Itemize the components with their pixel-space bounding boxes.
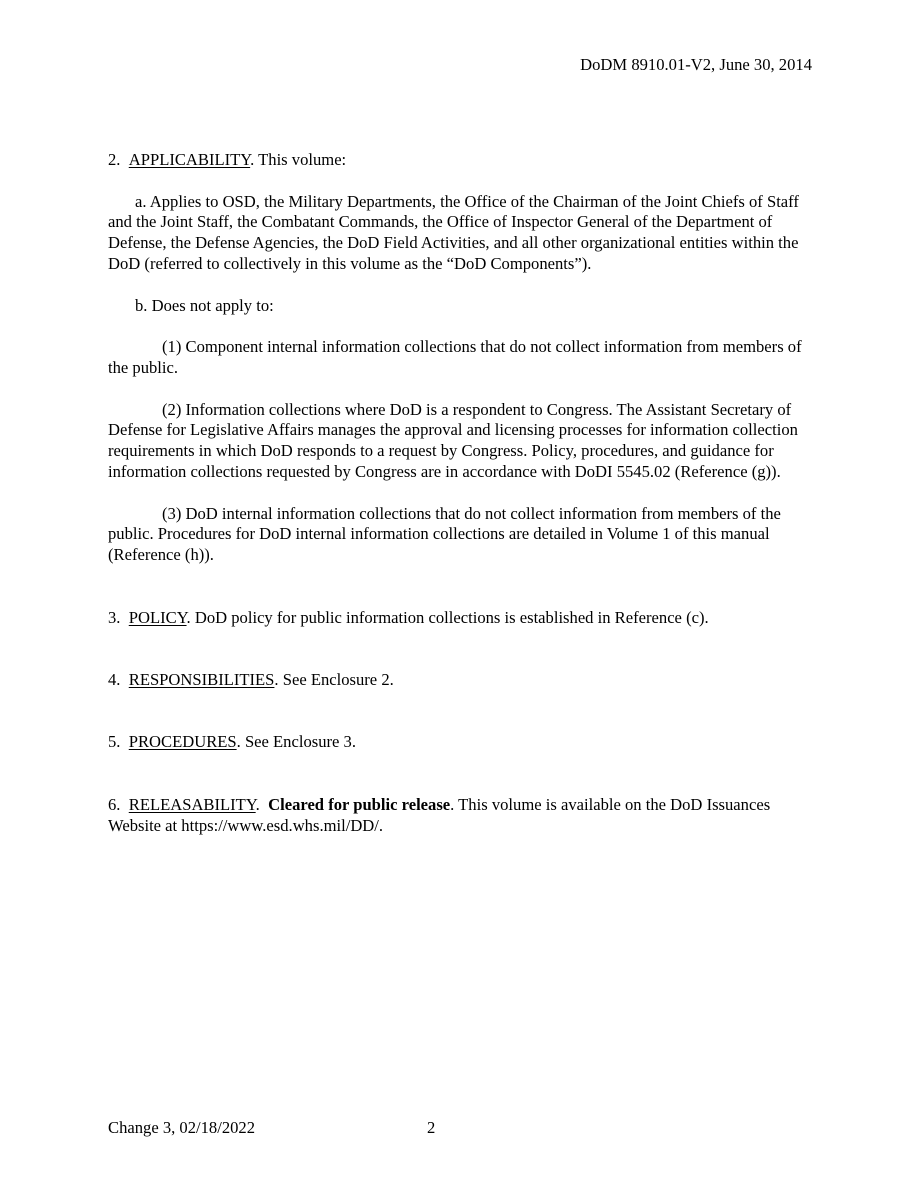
paragraph-2b: b. Does not apply to:	[135, 295, 274, 315]
section-separator: .	[255, 794, 269, 814]
section-policy	[108, 608, 813, 629]
paragraph-2b3: (3) DoD internal information collections that do not collect information from members of the public. Procedures for DoD internal information collections are detailed in Volume 1 of this manual (Reference (h)).	[108, 503, 781, 565]
section-number: 2.	[108, 150, 121, 169]
section-heading: RELEASABILITY	[128, 794, 256, 814]
section-heading: POLICY	[128, 607, 187, 627]
section-heading: RESPONSIBILITIES	[128, 669, 275, 689]
document-body	[108, 150, 813, 836]
section-responsibilities	[108, 670, 813, 691]
section-heading: PROCEDURES	[128, 732, 237, 752]
page-number: 2	[427, 1118, 436, 1137]
section-text: . This volume is available on the DoD Issuances Website at https://www.esd.whs.mil/DD/.	[108, 794, 771, 835]
section-text: . DoD policy for public information collections is established in Reference (c).	[186, 607, 709, 627]
paragraph-2a: a. Applies to OSD, the Military Departments, the Office of the Chairman of the Joint Chiefs of Staff and the Joint Staff, the Combatant Commands, the Office of Inspector General of the Department of Defense, the Defense Agencies, the DoD Field Activities, and all other organizational entities within the DoD (referred to collectively in this volume as the “DoD Components”).	[108, 191, 799, 273]
release-status: Cleared for public release	[268, 794, 451, 814]
section-heading-tail: . This volume:	[250, 150, 347, 169]
section-text: . See Enclosure 3.	[236, 732, 356, 752]
document-header: DoDM 8910.01-V2, June 30, 2014	[580, 55, 812, 74]
section-number: 6.	[108, 794, 121, 814]
paragraph-2b2: (2) Information collections where DoD is a respondent to Congress. The Assistant Secretary of Defense for Legislative Affairs manages the approval and licensing processes for information collection requirements in which DoD responds to a request by Congress. Policy, procedures, and guidance for information collections requested by Congress are in accordance with DoDI 5545.02 (Reference (g)).	[108, 399, 798, 481]
section-number: 4.	[108, 669, 121, 689]
section-heading: APPLICABILITY	[128, 150, 251, 169]
section-number: 3.	[108, 607, 121, 627]
section-procedures	[108, 732, 813, 753]
section-applicability-heading	[108, 150, 813, 171]
paragraph-2b1: (1) Component internal information collections that do not collect information from members of the public.	[108, 337, 802, 377]
footer-change-note: Change 3, 02/18/2022	[108, 1118, 256, 1137]
section-releasability	[108, 795, 813, 837]
section-text: . See Enclosure 2.	[274, 669, 394, 689]
section-number: 5.	[108, 732, 121, 752]
